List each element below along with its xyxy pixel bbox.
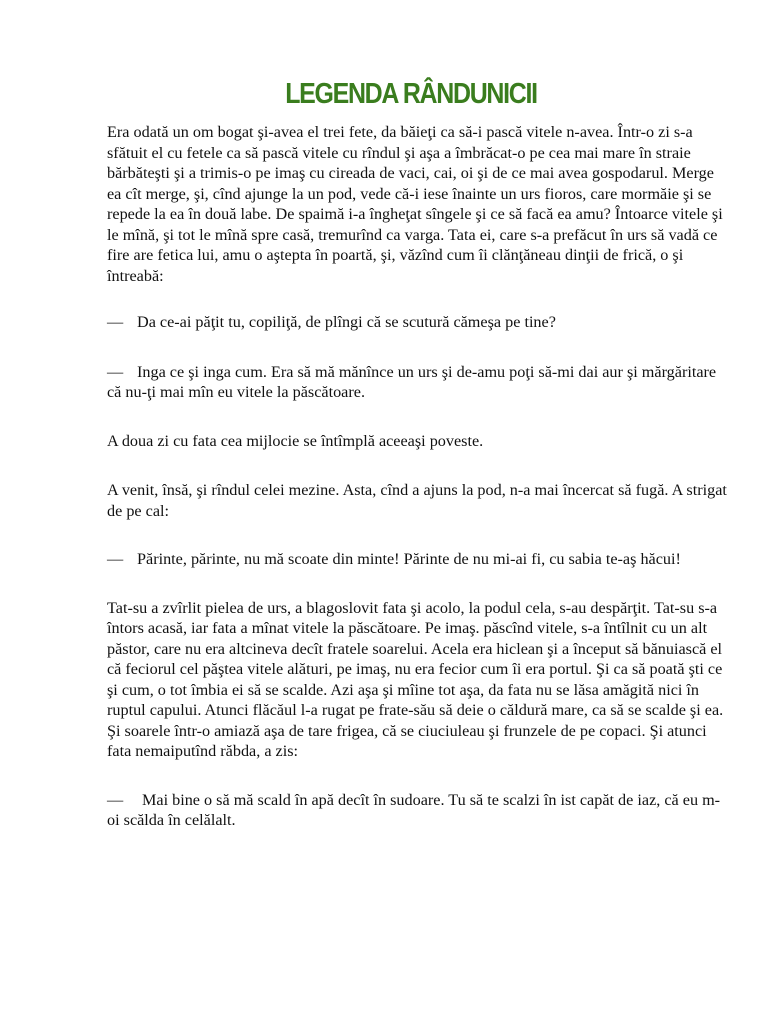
dialogue-line-3 [107,549,727,570]
dialogue-line-1 [107,312,727,333]
document-body [107,122,727,831]
dialogue-line-4 [107,790,727,831]
dialogue-line-2 [107,362,727,403]
paragraph-1: Era odată un om bogat şi-avea el trei fete, da băieţi ca să-i pască vitele n-avea. Într-o zi s-a sfătuit el cu fetele ca să pască vitele cu rîndul şi aşa a îmbrăcat-o pe cea mai mare în straie bărbăteşti şi a trimis-o pe imaş cu cireada de vaci, cai, oi şi de ce mai avea gospodarul. Merge ea cît merge, şi, cînd ajunge la un pod, vede că-i iese înainte un urs fioros, care mormăie şi se repede la ea în două labe. De spaimă i-a îngheţat sîngele şi ce să facă ea amu? Întoarce vitele şi le mînă, şi tot le mînă spre casă, tremurînd ca varga. Tata ei, care s-a prefăcut în urs să vadă ce fire are fetica lui, amu o aştepta în poartă, şi, văzînd cum îi clănţăneau dinţii de frică, o şi întreabă: [107,123,723,285]
em-dash: — [107,362,124,381]
paragraph-4: Tat-su a zvîrlit pielea de urs, a blagoslovit fata şi acolo, la podul cela, s-au despărţit. Tat-su s-a întors acasă, iar fata a mînat vitele la păscătoare. Pe imaş. păscînd vitele, s-a întîlnit cu un alt păstor, care nu era altcineva decît fratele soarelui. Acela era hiclean şi a început să bănuiască el că feciorul cel păştea vitele alături, pe imaş, nu era fecior cum îi era portul. Şi ca să poată şti ce şi cum, o tot îmbia ei să se scalde. Azi aşa şi mîine tot aşa, da fata nu se lăsa amăgită nici în ruptul capului. Atunci flăcăul l-a rugat pe frate-său să deie o căldură mare, ca să se scalde şi ea. Şi soarele într-o amiază aşa de tare frigea, că se ciuciuleau şi frunzele de pe copaci. Şi atunci fata nemaiputînd răbda, a zis: [107,598,724,760]
dialogue-text: Inga ce şi inga cum. Era să mă mănînce un urs şi de-amu poţi să-mi dai aur şi mărgăritare că nu-ţi mai mîn eu vitele la păscătoare. [107,362,717,401]
dialogue-text: Mai bine o să mă scald în apă decît în sudoare. Tu să te scalzi în ist capăt de iaz, că eu m-oi scălda în celălalt. [107,790,721,829]
em-dash: — [107,313,124,331]
paragraph-2: A doua zi cu fata cea mijlocie se întîmplă aceeaşi poveste. [107,431,484,450]
dialogue-text: Părinte, părinte, nu mă scoate din minte! Părinte de nu mi-ai fi, cu sabia te-aş hăcui! [137,550,681,568]
em-dash: — [107,550,124,568]
em-dash: — [107,790,124,809]
paragraph-3: A venit, însă, şi rîndul celei mezine. Asta, cînd a ajuns la pod, n-a mai încercat să fugă. A strigat de pe cal: [107,481,727,520]
dialogue-text: Da ce-ai păţit tu, copiliţă, de plîngi că se scutură cămeşa pe tine? [137,313,556,331]
document-title: LEGENDA RÂNDUNICII [285,78,537,110]
